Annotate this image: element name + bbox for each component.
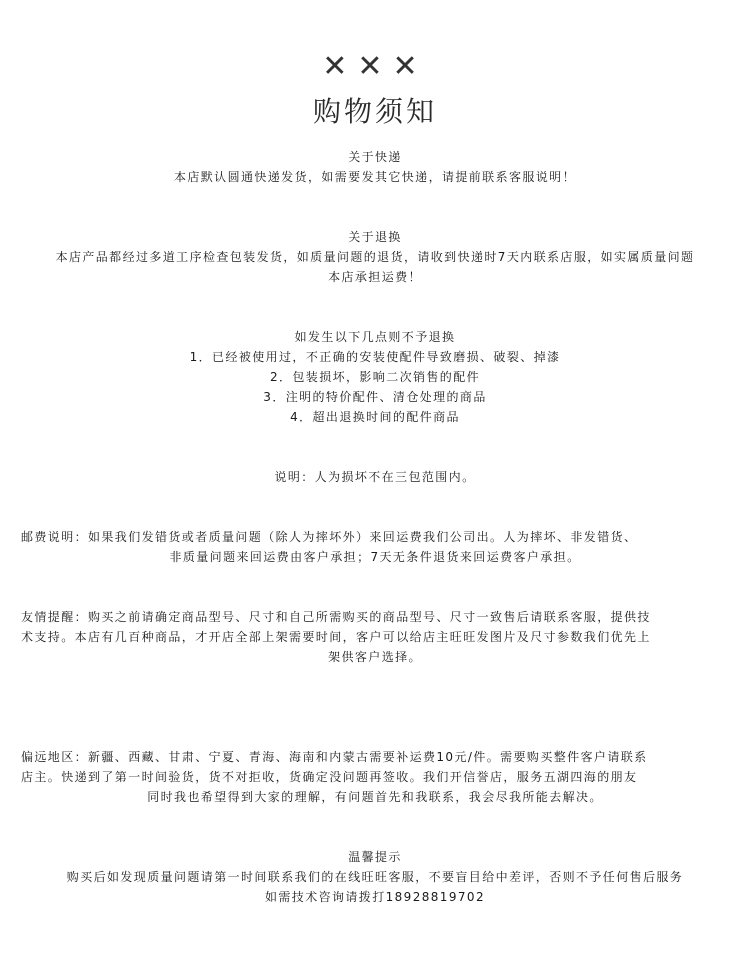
no-returns-item-3: 3．注明的特价配件、清仓处理的商品 [263,390,487,404]
decorative-x-marks: ✕✕✕ [322,49,428,84]
express-heading: 关于快递 [348,150,402,164]
reminder-line-3: 架供客户选择。 [328,650,422,664]
tips-contact-phone: 如需技术咨询请拨打18928819702 [265,890,485,904]
remote-line-2: 店主。快递到了第一时间验货，货不对拒收，货确定没问题再签收。我们开信誉店，服务五湖四海的朋友 [21,770,638,784]
tips-heading: 温馨提示 [348,850,402,864]
returns-body-line-2: 本店承担运费！ [328,270,422,284]
reminder-line-2: 术支持。本店有几百种商品，才开店全部上架需要时间，客户可以给店主旺旺发图片及尺寸参数我们优先上 [21,630,651,644]
remote-line-3: 同时我也希望得到大家的理解，有问题首先和我联系，我会尽我所能去解决。 [147,790,603,804]
tips-line-1: 购买后如发现质量问题请第一时间联系我们的在线旺旺客服，不要盲目给中差评，否则不予任何售后服务 [66,870,684,884]
returns-body-line-1: 本店产品都经过多道工序检查包装发货，如质量问题的退货，请收到快递时7天内联系店服，如实属质量问题 [55,250,695,264]
remote-line-1: 偏远地区：新疆、西藏、甘肃、宁夏、青海、海南和内蒙古需要补运费10元/件。需要购买整件客户请联系 [21,750,648,764]
damage-note: 说明：人为损坏不在三包范围内。 [274,470,476,484]
returns-heading: 关于退换 [348,230,402,244]
no-returns-heading: 如发生以下几点则不予退换 [294,330,456,344]
postage-line-2: 非质量问题来回运费由客户承担；7天无条件退货来回运费客户承担。 [169,550,581,564]
no-returns-item-4: 4．超出退换时间的配件商品 [290,410,460,424]
reminder-line-1: 友情提醒：购买之前请确定商品型号、尺寸和自己所需购买的商品型号、尺寸一致售后请联系客服，提供技 [21,610,651,624]
no-returns-item-1: 1．已经被使用过，不正确的安装使配件导致磨损、破裂、掉漆 [189,350,561,364]
page-title: 购物须知 [312,95,437,128]
postage-line-1: 邮费说明：如果我们发错货或者质量问题（除人为摔坏外）来回运费我们公司出。人为摔坏、非发错货、 [21,530,638,544]
express-body: 本店默认圆通快递发货，如需要发其它快递，请提前联系客服说明！ [173,170,576,184]
no-returns-item-2: 2．包装损坏，影响二次销售的配件 [269,370,481,384]
